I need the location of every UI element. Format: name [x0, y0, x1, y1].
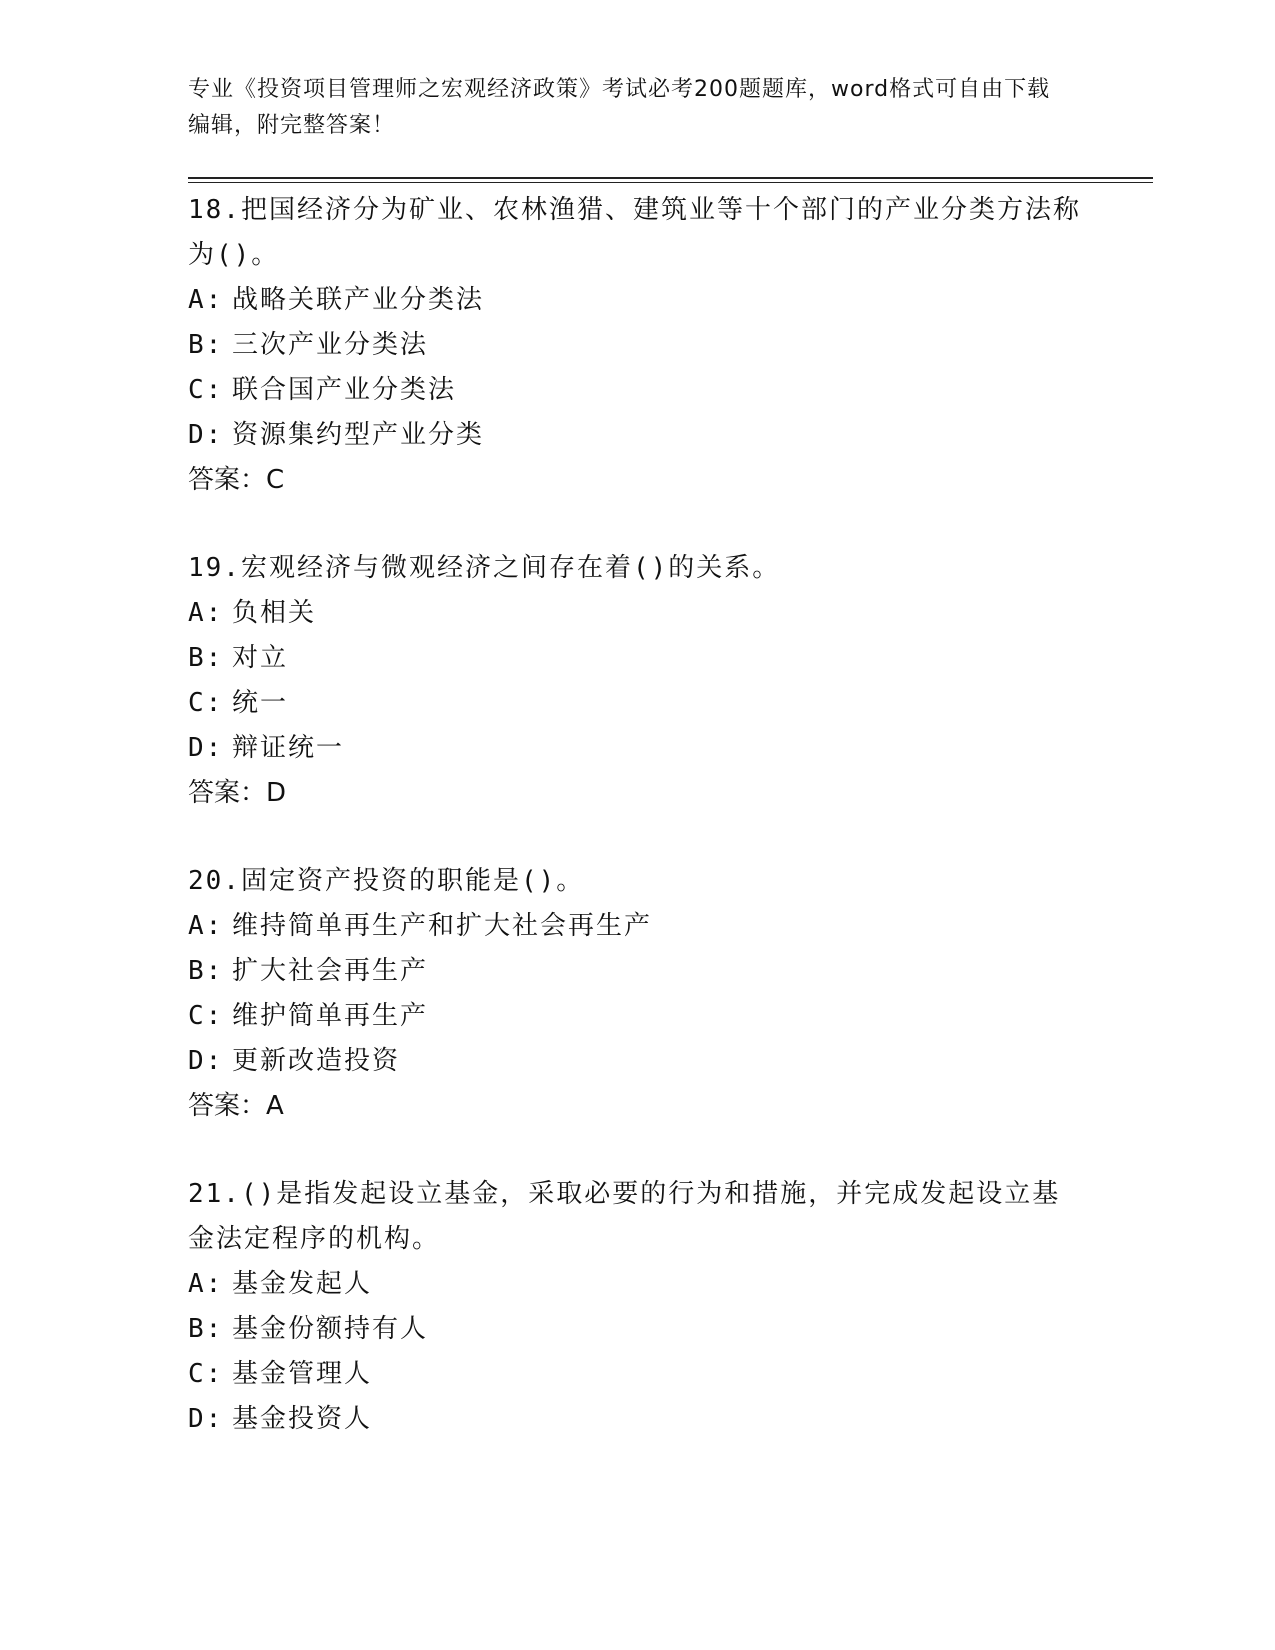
- question-list: [188, 188, 1088, 1485]
- option-text: 对立: [232, 643, 289, 673]
- option-text: 辩证统一: [232, 733, 345, 763]
- option-b: [188, 323, 1088, 368]
- option-b: [188, 1307, 1088, 1352]
- option-text: 资源集约型产业分类: [232, 420, 485, 450]
- option-letter: A:: [188, 1269, 224, 1299]
- answer-line: 答案：D: [188, 778, 287, 808]
- option-letter: B:: [188, 956, 224, 986]
- option-text: 扩大社会再生产: [232, 956, 429, 986]
- question-stem: 19.宏观经济与微观经济之间存在着()的关系。: [188, 553, 781, 583]
- question-19: [188, 546, 1088, 816]
- option-text: 三次产业分类法: [232, 330, 429, 360]
- question-stem: 20.固定资产投资的职能是()。: [188, 866, 585, 896]
- option-text: 基金投资人: [232, 1404, 373, 1434]
- question-21: [188, 1172, 1088, 1442]
- option-a: [188, 591, 1088, 636]
- header-divider-thin: [188, 182, 1153, 183]
- option-text: 更新改造投资: [232, 1046, 401, 1076]
- option-a: [188, 278, 1088, 323]
- option-text: 基金管理人: [232, 1359, 373, 1389]
- option-letter: A:: [188, 911, 224, 941]
- option-d: [188, 1039, 1088, 1084]
- option-letter: D:: [188, 733, 224, 763]
- option-letter: C:: [188, 688, 224, 718]
- document-header: 专业《投资项目管理师之宏观经济政策》考试必考200题题库，word格式可自由下载编辑，附完整答案！: [188, 77, 1051, 138]
- header-divider: [188, 177, 1153, 179]
- option-text: 负相关: [232, 598, 317, 628]
- option-b: [188, 636, 1088, 681]
- option-letter: A:: [188, 285, 224, 315]
- option-text: 联合国产业分类法: [232, 375, 457, 405]
- option-d: [188, 413, 1088, 458]
- option-letter: C:: [188, 375, 224, 405]
- option-letter: D:: [188, 420, 224, 450]
- option-c: [188, 681, 1088, 726]
- option-c: [188, 1352, 1088, 1397]
- question-stem: 18.把国经济分为矿业、农林渔猎、建筑业等十个部门的产业分类方法称为()。: [188, 195, 1081, 270]
- option-letter: D:: [188, 1046, 224, 1076]
- option-letter: B:: [188, 330, 224, 360]
- option-letter: D:: [188, 1404, 224, 1434]
- option-letter: B:: [188, 643, 224, 673]
- question-20: [188, 859, 1088, 1129]
- answer-line: 答案：A: [188, 1091, 284, 1121]
- option-d: [188, 1397, 1088, 1442]
- option-text: 基金份额持有人: [232, 1314, 429, 1344]
- option-c: [188, 368, 1088, 413]
- option-text: 维持简单再生产和扩大社会再生产: [232, 911, 653, 941]
- option-letter: C:: [188, 1001, 224, 1031]
- answer-line: 答案：C: [188, 465, 285, 495]
- option-a: [188, 1262, 1088, 1307]
- question-18: [188, 188, 1088, 503]
- question-stem: 21.()是指发起设立基金，采取必要的行为和措施，并完成发起设立基金法定程序的机构。: [188, 1179, 1061, 1254]
- option-text: 战略关联产业分类法: [232, 285, 485, 315]
- option-a: [188, 904, 1088, 949]
- option-c: [188, 994, 1088, 1039]
- option-text: 统一: [232, 688, 289, 718]
- option-text: 基金发起人: [232, 1269, 373, 1299]
- option-letter: B:: [188, 1314, 224, 1344]
- option-text: 维护简单再生产: [232, 1001, 429, 1031]
- option-d: [188, 726, 1088, 771]
- option-b: [188, 949, 1088, 994]
- option-letter: A:: [188, 598, 224, 628]
- option-letter: C:: [188, 1359, 224, 1389]
